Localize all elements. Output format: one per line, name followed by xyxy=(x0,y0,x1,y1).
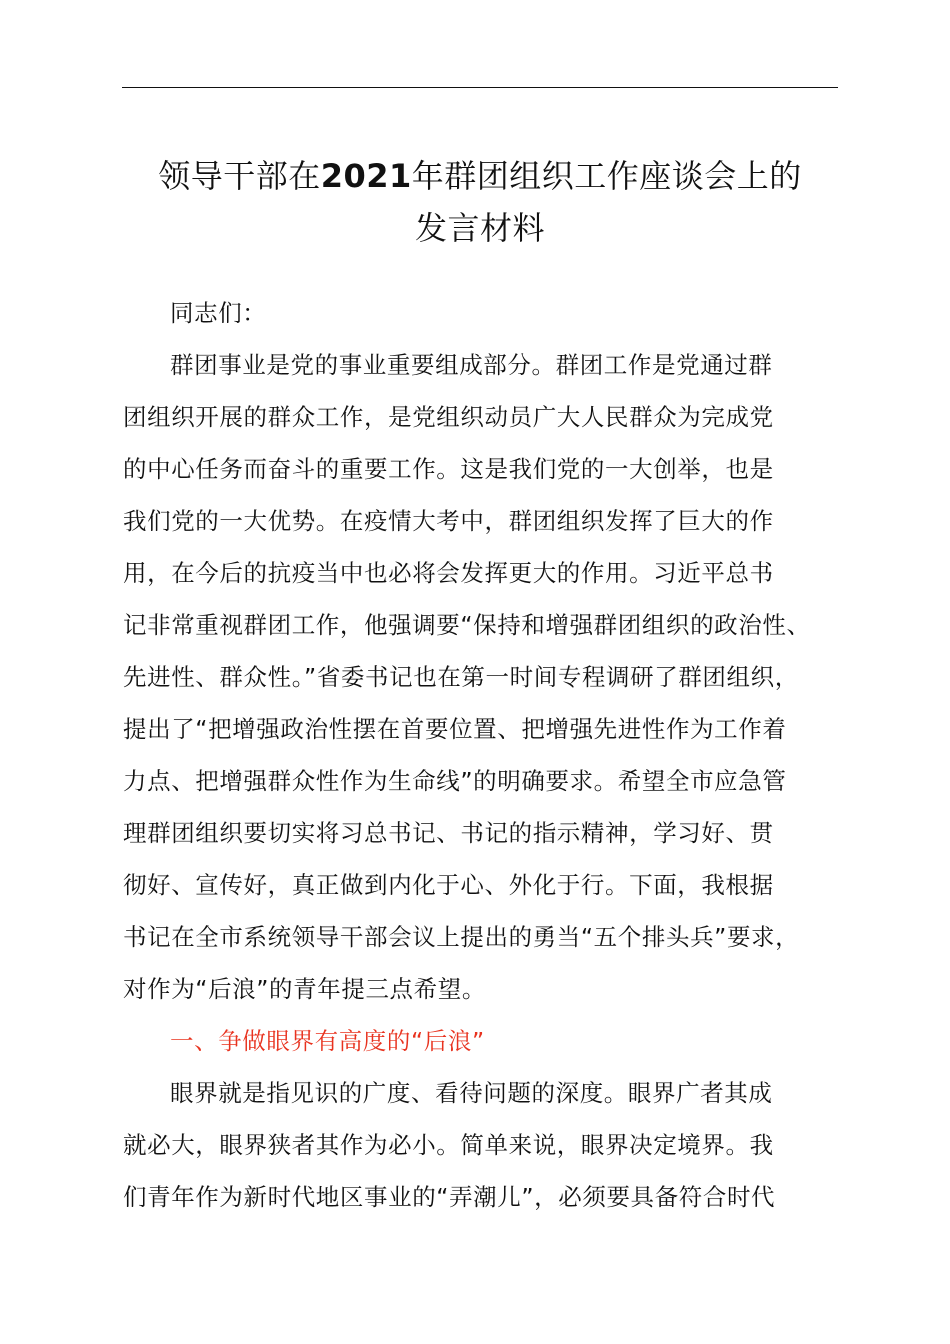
document-body xyxy=(123,287,843,1223)
text-line: 眼界就是指见识的广度、看待问题的深度。眼界广者其成 xyxy=(170,1079,773,1107)
text-line: 书记在全市系统领导干部会议上提出的勇当“五个排头兵”要求， xyxy=(123,923,800,951)
greeting: 同志们： xyxy=(170,299,267,327)
title-line-1 xyxy=(110,150,850,202)
document-title xyxy=(110,150,850,254)
title-year: 2021 xyxy=(320,157,412,195)
text-line: 用，在今后的抗疫当中也必将会发挥更大的作用。习近平总书 xyxy=(123,559,774,587)
text-line: 团组织开展的群众工作，是党组织动员广大人民群众为完成党 xyxy=(123,403,774,431)
title-part: 年群团组织工作座谈会上的 xyxy=(411,157,802,195)
paragraph-1 xyxy=(123,339,843,1015)
text-line: 理群团组织要切实将习总书记、书记的指示精神，学习好、贯 xyxy=(123,819,774,847)
paragraph-2 xyxy=(123,1067,843,1223)
text-line: 我们党的一大优势。在疫情大考中，群团组织发挥了巨大的作 xyxy=(123,507,774,535)
text-line: 群团事业是党的事业重要组成部分。群团工作是党通过群 xyxy=(170,351,773,379)
title-part: 领导干部在 xyxy=(158,157,321,195)
text-line: 力点、把增强群众性作为生命线”的明确要求。希望全市应急管 xyxy=(123,767,787,795)
text-line: 记非常重视群团工作，他强调要“保持和增强群团组织的政治性、 xyxy=(123,611,811,639)
section-heading-1: 一、争做眼界有高度的“后浪” xyxy=(170,1027,485,1055)
text-line: 就必大，眼界狭者其作为必小。简单来说，眼界决定境界。我 xyxy=(123,1131,774,1159)
text-line: 们青年作为新时代地区事业的“弄潮儿”，必须要具备符合时代 xyxy=(123,1183,776,1211)
text-line: 先进性、群众性。”省委书记也在第一时间专程调研了群团组织， xyxy=(123,663,799,691)
text-line: 提出了“把增强政治性摆在首要位置、把增强先进性作为工作着 xyxy=(123,715,787,743)
text-line: 的中心任务而奋斗的重要工作。这是我们党的一大创举，也是 xyxy=(123,455,774,483)
text-line: 彻好、宣传好，真正做到内化于心、外化于行。下面，我根据 xyxy=(123,871,774,899)
text-line: 对作为“后浪”的青年提三点希望。 xyxy=(123,975,486,1003)
title-line-2: 发言材料 xyxy=(414,209,545,247)
header-rule xyxy=(122,87,838,88)
